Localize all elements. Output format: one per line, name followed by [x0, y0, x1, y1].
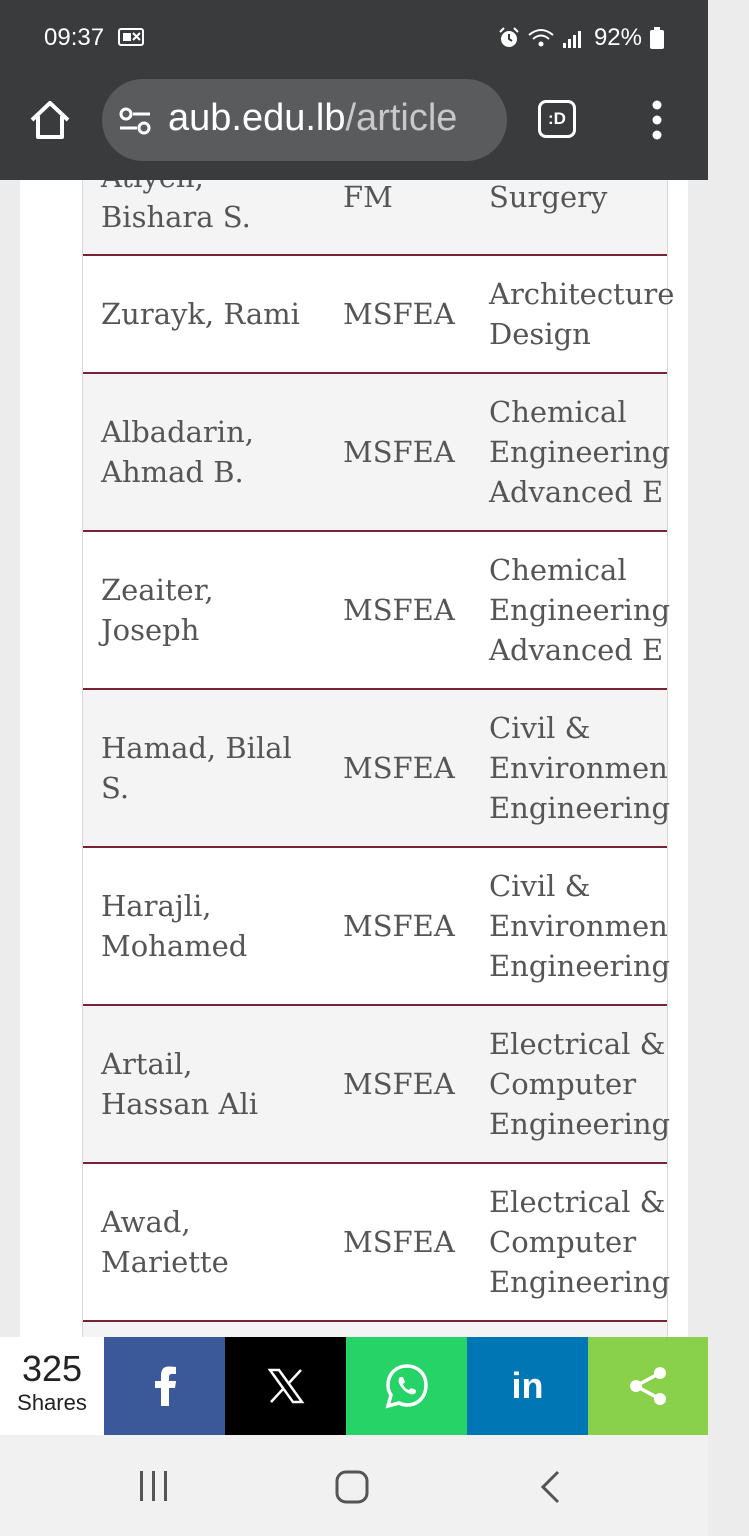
name-cell: Awad, Mariette: [101, 1205, 229, 1279]
department-cell: Chemical Engineering Advanced E: [489, 395, 671, 509]
faculty-cell: MSFEA: [343, 1067, 455, 1101]
name-cell: Albadarin, Ahmad B.: [101, 415, 254, 489]
share-count-label: Shares: [17, 1390, 87, 1415]
table-row: [83, 1006, 671, 1164]
url-text: [168, 97, 457, 140]
url-domain: aub.edu.lb: [168, 97, 346, 139]
name-cell: Harajli, Mohamed: [101, 889, 248, 963]
name-cell: Hamad, Bilal S.: [101, 731, 292, 805]
table-row: [83, 848, 671, 1006]
table-row: [83, 532, 671, 690]
linkedin-icon: in: [511, 1365, 544, 1406]
department-cell: Civil & Environmen Engineering: [489, 711, 671, 825]
address-bar[interactable]: [102, 79, 507, 161]
x-share-button[interactable]: [225, 1337, 346, 1435]
status-time: 09:37: [44, 24, 105, 51]
notification-icon: [118, 28, 144, 46]
browser-home-icon[interactable]: [28, 98, 72, 142]
whatsapp-icon: [384, 1363, 430, 1409]
wifi-icon: [528, 27, 554, 49]
department-cell: Electrical & Computer Engineering: [489, 1185, 671, 1299]
department-cell: Architecture Design: [489, 277, 675, 351]
faculty-table: [82, 140, 675, 1382]
name-cell: Artail, Hassan Ali: [101, 1047, 259, 1121]
share-count-number: 325: [21, 1348, 83, 1389]
linkedin-share-button[interactable]: [467, 1337, 588, 1435]
faculty-cell: MSFEA: [343, 435, 455, 469]
department-cell: Civil & Environmen Engineering: [489, 869, 671, 983]
faculty-cell: MSFEA: [343, 297, 455, 331]
faculty-cell: MSFEA: [343, 751, 455, 785]
battery-percent: 92%: [593, 24, 642, 51]
url-path: /article: [345, 97, 458, 139]
signal-icon: [562, 27, 586, 49]
battery-icon: [650, 27, 664, 49]
status-indicators: [498, 24, 664, 52]
more-options-icon[interactable]: [648, 100, 666, 140]
whatsapp-share-button[interactable]: [346, 1337, 467, 1435]
table-row: [83, 690, 671, 848]
table-row: [83, 374, 671, 532]
facebook-icon: [153, 1366, 177, 1406]
share-count: [0, 1337, 104, 1435]
tabs-button[interactable]: :D: [538, 100, 576, 138]
table-row: [83, 256, 675, 374]
site-settings-icon[interactable]: [118, 107, 152, 135]
table-row: [83, 1164, 671, 1322]
recent-apps-icon[interactable]: [136, 1469, 172, 1503]
alarm-icon: [498, 27, 520, 49]
share-bar: [0, 1337, 708, 1435]
faculty-cell: MSFEA: [343, 1225, 455, 1259]
share-more-button[interactable]: [588, 1337, 708, 1435]
faculty-cell: MSFEA: [343, 593, 455, 627]
web-page: [0, 180, 708, 1337]
back-icon[interactable]: [538, 1469, 562, 1505]
department-cell: Electrical & Computer Engineering: [489, 1027, 671, 1141]
x-icon: [268, 1368, 304, 1404]
name-cell: Zurayk, Rami: [101, 297, 300, 331]
system-nav-bar: [0, 1435, 708, 1536]
faculty-cell: MSFEA: [343, 909, 455, 943]
browser-chrome: [0, 0, 708, 180]
department-cell: Surgery: [489, 180, 608, 214]
name-cell: Zeaiter, Joseph: [101, 573, 214, 647]
article-body: [20, 180, 688, 1337]
facebook-share-button[interactable]: [104, 1337, 225, 1435]
share-icon: [627, 1365, 669, 1407]
faculty-cell: FM: [343, 180, 393, 214]
home-icon[interactable]: [334, 1469, 370, 1505]
name-cell: Bishara S.: [101, 200, 251, 234]
department-cell: Chemical Engineering Advanced E: [489, 553, 671, 667]
